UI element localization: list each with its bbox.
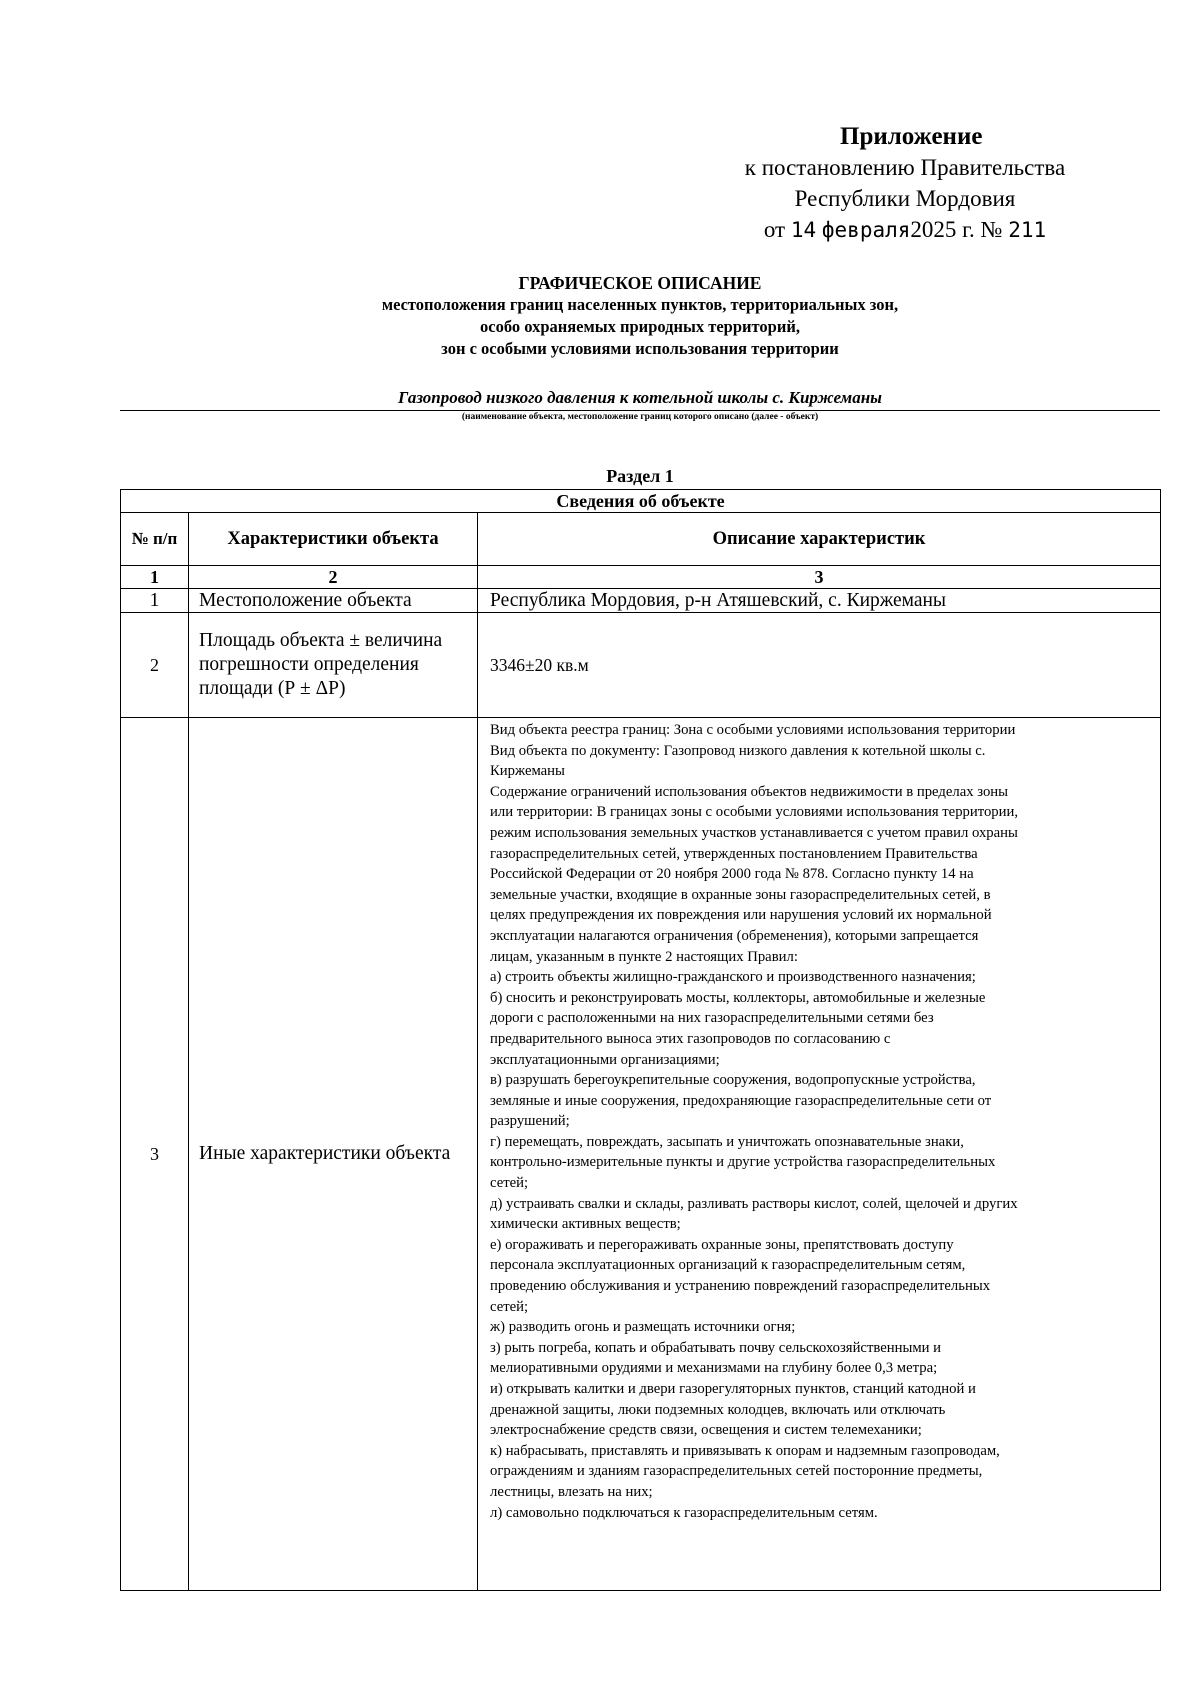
description-line: г) перемещать, повреждать, засыпать и уничтожать опознавательные знаки,	[490, 1133, 964, 1150]
description-line: предварительного выноса этих газопроводов по согласованию с	[490, 1030, 891, 1047]
description-line: контрольно-измерительные пункты и другие устройства газораспределительных	[490, 1154, 996, 1171]
table-caption: Сведения об объекте	[121, 490, 1161, 513]
appendix-line-1: к постановлению Правительства	[744, 155, 1066, 180]
table-row	[121, 589, 1161, 613]
description-line: в) разрушать берегоукрепительные сооружения, водопропускные устройства,	[490, 1072, 976, 1089]
description-line: е) огораживать и перегораживать охранные зоны, препятствовать доступу	[490, 1236, 954, 1253]
description-line: Российской Федерации от 20 ноября 2000 года № 878. Согласно пункту 14 на	[490, 866, 974, 883]
description-line: сетей;	[490, 1175, 529, 1192]
description-line: к) набрасывать, приставлять и привязывать к опорам и надземным газопроводам,	[490, 1442, 1000, 1459]
description-line: сетей;	[490, 1298, 529, 1315]
description-line: эксплуатационными организациями;	[490, 1051, 720, 1068]
description-line: проведению обслуживания и устранению повреждений газораспределительных	[490, 1278, 991, 1295]
appendix-title: Приложение	[840, 123, 983, 150]
document-heading	[120, 272, 1160, 360]
description-line: земельные участки, входящие в охранные зоны газораспределительных сетей, в	[490, 886, 991, 903]
header-number: № п/п	[121, 513, 189, 566]
description-line: персонала эксплуатационных организаций к газораспределительным сетям,	[490, 1257, 966, 1274]
column-number-1: 1	[121, 566, 189, 589]
description-line: лестницы, влезать на них;	[490, 1483, 653, 1500]
document-title: ГРАФИЧЕСКОЕ ОПИСАНИЕ	[518, 273, 762, 293]
header-description: Описание характеристик	[478, 513, 1161, 566]
heading-line-2: особо охраняемых природных территорий,	[480, 317, 800, 336]
description-line: Вид объекта по документу: Газопровод низкого давления к котельной школы с.	[490, 742, 986, 759]
row-description	[478, 718, 1161, 1591]
description-line: л) самовольно подключаться к газораспределительным сетям.	[490, 1504, 878, 1521]
table-header-row	[121, 513, 1161, 566]
appendix-block	[690, 122, 1120, 246]
description-line: целях предупреждения их повреждения или нарушения условий их нормальной	[490, 907, 992, 924]
row-characteristic: Площадь объекта ± величина погрешности определения площади (Р ± ΔР)	[189, 613, 478, 718]
object-info-table	[120, 489, 1161, 1591]
description-line: б) сносить и реконструировать мосты, коллекторы, автомобильные и железные	[490, 989, 986, 1006]
date-month: февраля	[821, 218, 911, 242]
row-number: 2	[121, 613, 189, 718]
row-characteristic: Местоположение объекта	[189, 589, 478, 613]
description-line: Содержание ограничений использования объектов недвижимости в пределах зоны	[490, 783, 1009, 800]
column-number-2: 2	[189, 566, 478, 589]
section-title: Раздел 1	[606, 466, 674, 486]
row-number: 1	[121, 589, 189, 613]
row-description: Республика Мордовия, р-н Атяшевский, с. Киржеманы	[478, 589, 1161, 613]
appendix-line-2: Республики Мордовия	[794, 186, 1016, 211]
description-line: электроснабжение средств связи, освещения и систем телемеханики;	[490, 1422, 922, 1439]
description-line: д) устраивать свалки и склады, разливать растворы кислот, солей, щелочей и других	[490, 1195, 1018, 1212]
appendix-date-line	[690, 214, 1120, 246]
description-line: химически активных веществ;	[490, 1216, 681, 1233]
table-row	[121, 718, 1161, 1591]
table-row	[121, 613, 1161, 718]
description-line: газораспределительных сетей, утвержденных постановлением Правительства	[490, 845, 978, 862]
header-characteristics: Характеристики объекта	[189, 513, 478, 566]
row-characteristic: Иные характеристики объекта	[189, 718, 478, 1591]
description-line: а) строить объекты жилищно-гражданского и производственного назначения;	[490, 969, 976, 986]
description-line: режим использования земельных участков устанавливается с учетом правил охраны	[490, 824, 1018, 841]
description-line: Киржеманы	[490, 763, 565, 780]
description-line: дренажной защиты, люки подземных колодцев, включать или отключать	[490, 1401, 946, 1418]
date-prefix: от	[763, 217, 786, 242]
description-line: разрушений;	[490, 1113, 570, 1130]
document-number: 211	[1008, 218, 1047, 242]
description-line: земляные и иные сооружения, предохраняющие газораспределительные сети от	[490, 1092, 992, 1109]
object-name-caption: (наименование объекта, местоположение границ которого описано (далее - объект)	[461, 412, 819, 422]
column-number-row	[121, 566, 1161, 589]
column-number-3: 3	[478, 566, 1161, 589]
heading-line-3: зон с особыми условиями использования территории	[441, 339, 839, 358]
description-line: з) рыть погреба, копать и обрабатывать почву сельскохозяйственными и	[490, 1339, 942, 1356]
description-line: ограждениям и зданиям газораспределительных сетей посторонние предметы,	[490, 1463, 983, 1480]
description-line: мелиоративными орудиями и механизмами на глубину более 0,3 метра;	[490, 1360, 938, 1377]
description-line: и) открывать калитки и двери газорегуляторных пунктов, станций катодной и	[490, 1381, 976, 1397]
date-day: 14	[790, 218, 817, 242]
description-line: или территории: В границах зоны с особыми условиями использования территории,	[490, 804, 1019, 821]
table-caption-row	[121, 490, 1161, 513]
description-line: лицам, указанным в пункте 2 настоящих Правил:	[490, 948, 798, 965]
description-line: ж) разводить огонь и размещать источники огня;	[490, 1319, 796, 1336]
heading-line-1: местоположения границ населенных пунктов, территориальных зон,	[381, 295, 899, 314]
row-description: 3346±20 кв.м	[478, 613, 1161, 718]
description-line: дороги с расположенными на них газораспределительными сетями без	[490, 1010, 934, 1027]
row-number: 3	[121, 718, 189, 1591]
description-line: эксплуатации налагаются ограничения (обременения), которыми запрещается	[490, 927, 979, 944]
object-name: Газопровод низкого давления к котельной школы с. Киржеманы	[398, 388, 882, 407]
description-line: Вид объекта реестра границ: Зона с особыми условиями использования территории	[490, 722, 1016, 738]
date-year: 2025 г. №	[910, 217, 1003, 242]
